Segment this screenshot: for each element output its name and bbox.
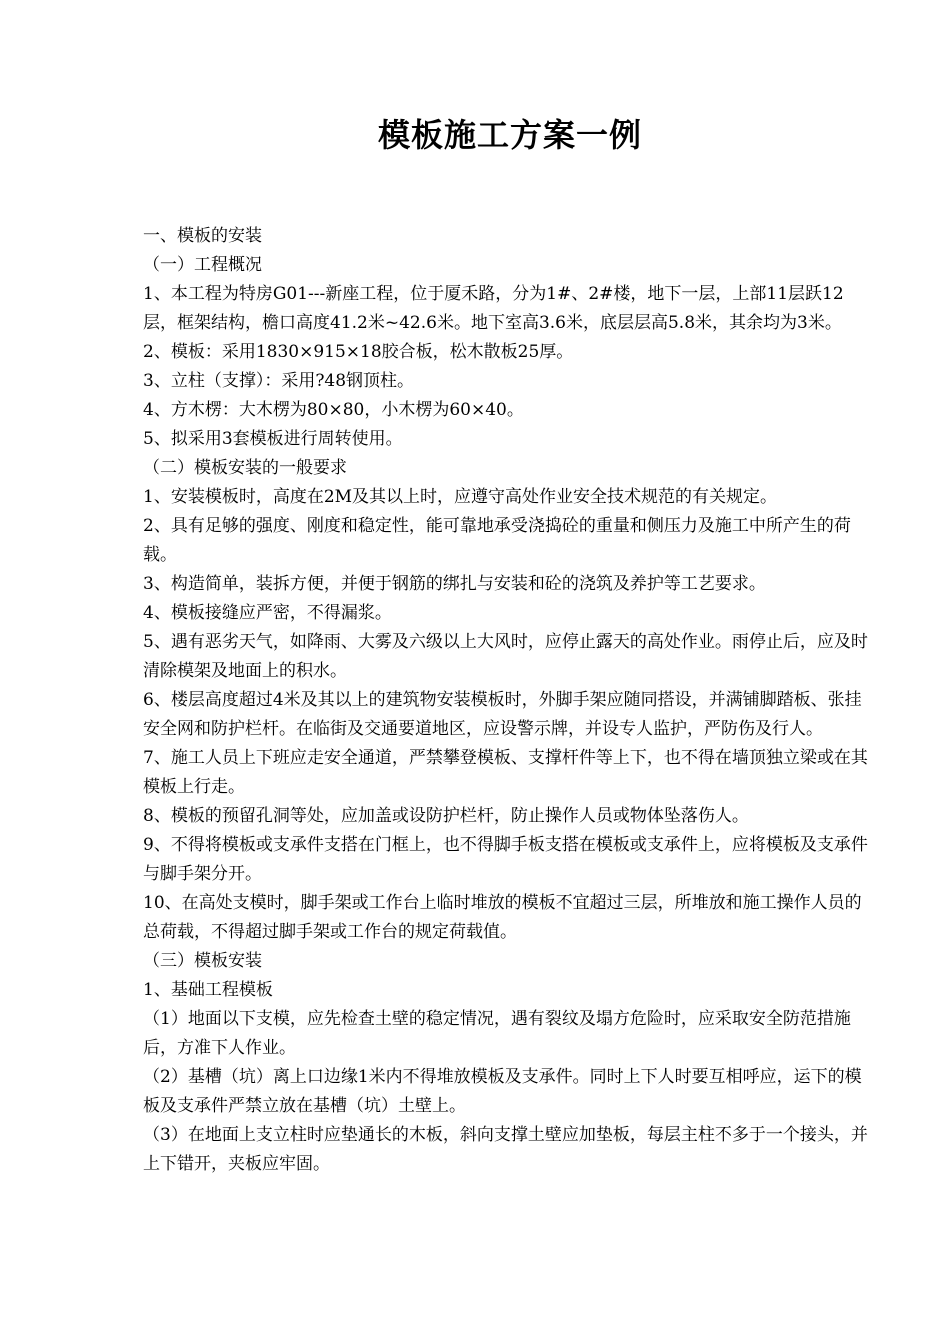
paragraph: （3）在地面上支立柱时应垫通长的木板，斜向支撑土壁应加垫板，每层主柱不多于一个接头，并上下错开，夹板应牢固。: [143, 1125, 868, 1174]
paragraph: 3、立柱（支撑）：采用?48钢顶柱。: [143, 371, 415, 391]
paragraph: 5、拟采用3套模板进行周转使用。: [143, 429, 403, 449]
paragraph: 10、在高处支模时，脚手架或工作台上临时堆放的模板不宜超过三层，所堆放和施工操作人员的总荷载，不得超过脚手架或工作台的规定荷载值。: [143, 893, 862, 942]
paragraph: 2、具有足够的强度、刚度和稳定性，能可靠地承受浇捣砼的重量和侧压力及施工中所产生的荷载。: [143, 516, 851, 565]
document-title: 模板施工方案一例: [377, 116, 642, 154]
paragraph: 2、模板：采用1830×915×18胶合板，松木散板25厚。: [143, 342, 574, 362]
paragraph: 8、模板的预留孔洞等处，应加盖或设防护栏杆，防止操作人员或物体坠落伤人。: [143, 806, 749, 826]
paragraph: 4、模板接缝应严密，不得漏浆。: [143, 603, 392, 623]
subsection-heading: （一）工程概况: [143, 255, 262, 275]
paragraph: 3、构造简单，装拆方便，并便于钢筋的绑扎与安装和砼的浇筑及养护等工艺要求。: [143, 574, 766, 594]
section-heading: 一、模板的安装: [143, 226, 262, 246]
paragraph: 7、施工人员上下班应走安全通道，严禁攀登模板、支撑杆件等上下，也不得在墙顶独立梁或在其模板上行走。: [143, 748, 868, 797]
paragraph: 1、基础工程模板: [143, 980, 273, 1000]
paragraph: 6、楼层高度超过4米及其以上的建筑物安装模板时，外脚手架应随同搭设，并满铺脚踏板、张挂安全网和防护栏杆。在临街及交通要道地区，应设警示牌，并设专人监护，严防伤及行人。: [143, 690, 862, 739]
paragraph: 5、遇有恶劣天气，如降雨、大雾及六级以上大风时，应停止露天的高处作业。雨停止后，应及时清除模架及地面上的积水。: [143, 632, 868, 681]
subsection-heading: （二）模板安装的一般要求: [143, 458, 347, 478]
paragraph: （2）基槽（坑）离上口边缘1米内不得堆放模板及支承件。同时上下人时要互相呼应，运下的模板及支承件严禁立放在基槽（坑）土壁上。: [143, 1067, 862, 1116]
paragraph: 9、不得将模板或支承件支搭在门框上，也不得脚手板支搭在模板或支承件上，应将模板及支承件与脚手架分开。: [143, 835, 868, 884]
paragraph: 1、安装模板时，高度在2M及其以上时，应遵守高处作业安全技术规范的有关规定。: [143, 487, 778, 507]
document-body: [143, 222, 873, 1179]
subsection-heading: （三）模板安装: [143, 951, 262, 971]
paragraph: 1、本工程为特房G01---新座工程，位于厦禾路，分为1#、2#楼，地下一层，上部11层跃12层，框架结构，檐口高度41.2米~42.6米。地下室高3.6米，底层层高5.8米，其余均为3米。: [143, 284, 844, 333]
paragraph: （1）地面以下支模，应先检查土壁的稳定情况，遇有裂纹及塌方危险时，应采取安全防范措施后，方准下人作业。: [143, 1009, 851, 1058]
paragraph: 4、方木楞：大木楞为80×80，小木楞为60×40。: [143, 400, 524, 420]
